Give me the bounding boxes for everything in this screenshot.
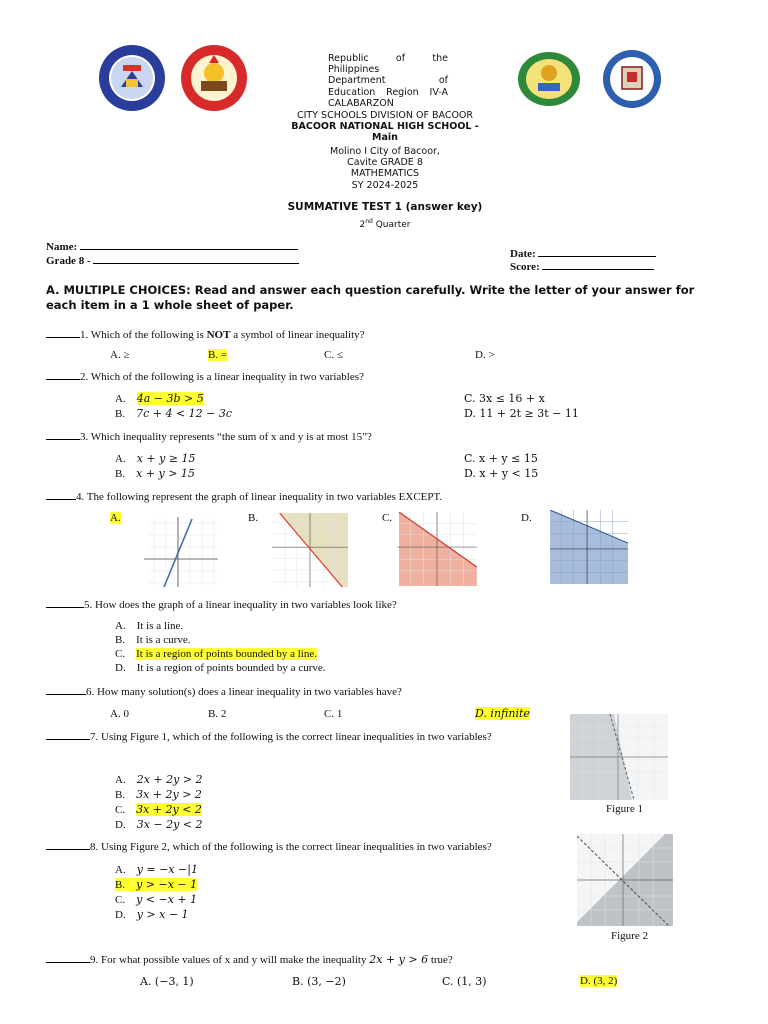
question-1: 1. Which of the following is NOT a symbol of linear inequality?	[46, 328, 365, 341]
quarter-label: 2nd Quarter	[359, 218, 411, 230]
deped-region-seal-logo	[179, 43, 249, 113]
q8-option-a[interactable]: A. y = −x −|1	[115, 863, 198, 876]
q2-option-a-correct[interactable]: A. 4a − 3b > 5	[115, 392, 204, 405]
q1-option-b-correct[interactable]: B. =	[208, 349, 228, 361]
answer-blank[interactable]	[46, 328, 80, 338]
question-5: 5. How does the graph of a linear inequality in two variables look like?	[46, 598, 397, 611]
q1-option-a[interactable]: A. ≥	[110, 349, 130, 361]
q8-option-c[interactable]: C. y < −x + 1	[115, 893, 198, 906]
name-field[interactable]: Name:	[46, 240, 298, 253]
school-year: SY 2024-2025	[351, 180, 419, 191]
section-a-instructions: A. MULTIPLE CHOICES: Read and answer each question carefully. Write the letter of your answer for each item in a 1 whole sheet of paper.	[46, 283, 695, 312]
school-address-cont: Cavite GRADE 8	[347, 157, 423, 168]
q9-option-b[interactable]: B. (3, −2)	[292, 975, 346, 988]
q5-option-c-correct[interactable]: C. It is a region of points bounded by a line.	[115, 648, 317, 660]
q4-graph-b	[270, 513, 350, 587]
grade-field[interactable]: Grade 8 -	[46, 254, 299, 267]
date-blank[interactable]	[538, 247, 656, 257]
q9-option-a[interactable]: A. (−3, 1)	[140, 975, 194, 988]
answer-blank[interactable]	[46, 685, 86, 695]
q4-graph-c	[397, 512, 477, 586]
answer-blank[interactable]	[46, 840, 90, 850]
answer-blank[interactable]	[46, 730, 90, 740]
q2-option-c[interactable]: C. 3x ≤ 16 + x	[464, 392, 545, 405]
answer-blank[interactable]	[46, 598, 84, 608]
date-field[interactable]: Date:	[510, 247, 656, 260]
q1-option-c[interactable]: C. ≤	[324, 349, 343, 361]
question-2: 2. Which of the following is a linear inequality in two variables?	[46, 370, 364, 383]
q9-option-d-correct[interactable]: D. (3, 2)	[580, 975, 618, 987]
test-title: SUMMATIVE TEST 1 (answer key)	[287, 201, 483, 213]
question-8: 8. Using Figure 2, which of the following is the correct linear inequalities in two variables?	[46, 840, 492, 853]
q5-option-b[interactable]: B. It is a curve.	[115, 634, 191, 646]
answer-blank[interactable]	[46, 490, 76, 500]
figure-1-caption: Figure 1	[606, 803, 643, 815]
q4-graph-a	[140, 515, 220, 589]
q3-option-d[interactable]: D. x + y < 15	[464, 467, 539, 480]
q5-option-d[interactable]: D. It is a region of points bounded by a curve.	[115, 662, 326, 674]
answer-blank[interactable]	[46, 430, 80, 440]
q7-option-c-correct[interactable]: C. 3x + 2y < 2	[115, 803, 202, 816]
figure-2-graph	[577, 834, 673, 926]
question-9: 9. For what possible values of x and y will make the inequality 2x + y > 6 true?	[46, 953, 453, 966]
answer-blank[interactable]	[46, 953, 90, 963]
subject-name: MATHEMATICS	[350, 168, 420, 179]
q7-option-b[interactable]: B. 3x + 2y > 2	[115, 788, 202, 801]
q4-option-b[interactable]: B.	[248, 512, 259, 524]
answer-blank[interactable]	[46, 370, 80, 380]
name-blank[interactable]	[80, 240, 298, 250]
q8-option-b-correct[interactable]: B. y > −x − 1	[115, 878, 198, 891]
division-name: CITY SCHOOLS DIVISION OF BACOOR	[296, 110, 474, 121]
school-name-cont: Main	[372, 132, 398, 143]
deped-seal-logo	[97, 43, 167, 113]
republic-line: Education Region IV-A	[328, 86, 448, 98]
grade-blank[interactable]	[93, 254, 299, 264]
republic-line: Republic of the	[328, 53, 448, 64]
q7-option-d[interactable]: D. 3x − 2y < 2	[115, 818, 203, 831]
q4-option-d[interactable]: D.	[521, 512, 532, 524]
republic-line: CALABARZON	[328, 97, 394, 109]
q6-option-b[interactable]: B. 2	[208, 708, 227, 720]
school-name: BACOOR NATIONAL HIGH SCHOOL -	[291, 121, 479, 132]
q6-option-c[interactable]: C. 1	[324, 708, 343, 720]
republic-heading	[328, 53, 448, 109]
question-4: 4. The following represent the graph of linear inequality in two variables EXCEPT.	[46, 490, 442, 503]
q3-option-b[interactable]: B. x + y > 15	[115, 467, 195, 480]
q1-option-d[interactable]: D. >	[475, 349, 495, 361]
q5-option-a[interactable]: A. It is a line.	[115, 620, 184, 632]
q4-graph-d	[549, 510, 629, 584]
q3-option-a[interactable]: A. x + y ≥ 15	[115, 452, 196, 465]
score-blank[interactable]	[542, 260, 654, 270]
q2-option-d[interactable]: D. 11 + 2t ≥ 3t − 11	[464, 407, 579, 420]
q4-option-a-correct[interactable]: A.	[110, 512, 121, 524]
score-field[interactable]: Score:	[510, 260, 654, 273]
bnhs-seal-logo	[601, 49, 663, 109]
question-7: 7. Using Figure 1, which of the following is the correct linear inequalities in two variables?	[46, 730, 492, 743]
republic-line: Philippines	[328, 64, 380, 76]
q9-option-c[interactable]: C. (1, 3)	[442, 975, 487, 988]
q3-option-c[interactable]: C. x + y ≤ 15	[464, 452, 538, 465]
figure-1-graph	[570, 714, 668, 800]
q6-option-d-correct[interactable]: D. infinite	[475, 707, 530, 720]
republic-line: Department of	[328, 75, 448, 87]
q8-option-d[interactable]: D. y > x − 1	[115, 908, 189, 921]
q4-option-c[interactable]: C.	[382, 512, 393, 524]
figure-2-caption: Figure 2	[611, 930, 648, 942]
q6-option-a[interactable]: A. 0	[110, 708, 129, 720]
question-3: 3. Which inequality represents “the sum of x and y is at most 15”?	[46, 430, 372, 443]
q7-option-a[interactable]: A. 2x + 2y > 2	[115, 773, 203, 786]
sdo-bacoor-seal-logo	[516, 51, 582, 108]
q2-option-b[interactable]: B. 7c + 4 < 12 − 3c	[115, 407, 233, 420]
question-6: 6. How many solution(s) does a linear inequality in two variables have?	[46, 685, 402, 698]
school-address: Molino I City of Bacoor,	[330, 146, 440, 157]
